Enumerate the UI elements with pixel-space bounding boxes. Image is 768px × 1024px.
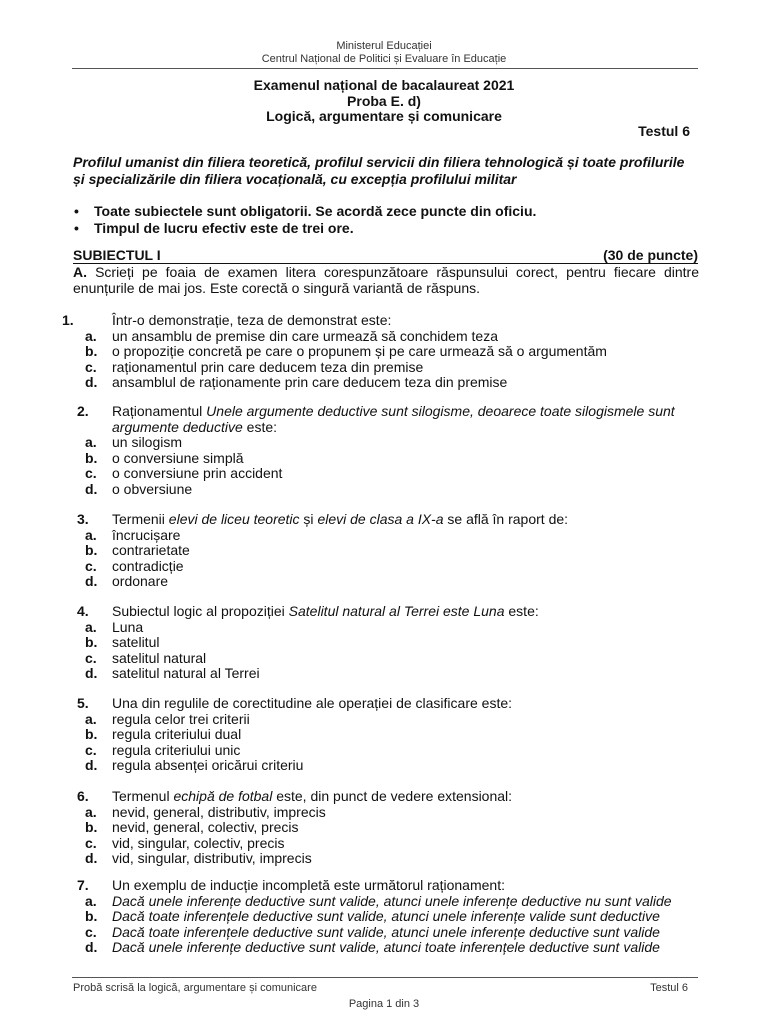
option-text: contrarietate — [112, 542, 190, 558]
option-text: vid, singular, colectiv, precis — [112, 834, 285, 851]
option-text: satelitul natural — [112, 649, 207, 666]
question-stem — [56, 878, 706, 894]
option-letter: c. — [85, 557, 97, 574]
option-letter: c. — [85, 465, 97, 481]
question-stem — [56, 404, 706, 435]
question-7 — [56, 878, 706, 956]
option-text: un silogism — [112, 434, 183, 450]
question-number: 3. — [77, 511, 89, 527]
question-6 — [56, 789, 706, 867]
answer-option — [56, 375, 706, 391]
answer-option — [56, 940, 706, 956]
question-number: 5. — [77, 695, 89, 711]
option-letter: c. — [85, 649, 97, 666]
option-text: ordonare — [112, 573, 169, 589]
option-letter: b. — [85, 449, 98, 466]
footer-test-number: Testul 6 — [650, 982, 688, 994]
answer-option — [56, 909, 706, 925]
option-text: regula criteriului dual — [112, 726, 242, 742]
option-letter: d. — [85, 757, 98, 773]
question-number: 6. — [77, 788, 89, 804]
answer-option — [56, 543, 706, 559]
option-text: contradicție — [112, 557, 184, 574]
section-label: SUBIECTUL I — [73, 247, 161, 263]
option-letter: d. — [85, 480, 98, 497]
option-letter: a. — [85, 618, 97, 635]
italic-term: Satelitul natural al Terrei este Luna — [288, 603, 505, 619]
question-number: 2. — [77, 403, 89, 419]
italic-term: Unele argumente deductive sunt silogisme, deoarece toate silogismele sunt argumente deductive — [112, 403, 675, 435]
option-text: regula celor trei criterii — [112, 710, 250, 727]
section-instruction — [73, 264, 699, 296]
question-1 — [56, 313, 706, 391]
italic-term: elevi de clasa a IX-a — [317, 511, 444, 527]
option-letter: a. — [85, 710, 97, 727]
answer-option — [56, 666, 706, 682]
option-letter: d. — [85, 374, 98, 390]
question-text — [112, 404, 706, 435]
answer-option — [56, 635, 706, 651]
center-header: Centrul Național de Politici și Evaluare în Educație — [261, 53, 507, 65]
answer-option — [56, 528, 706, 544]
question-text — [112, 604, 706, 620]
instruction-text: Toate subiectele sunt obligatorii. Se acordă zece puncte din oficiu. — [94, 203, 537, 219]
option-text: o conversiune simplă — [112, 449, 244, 466]
option-letter: c. — [85, 741, 97, 758]
option-letter: d. — [85, 850, 98, 866]
option-text: nevid, general, colectiv, precis — [112, 819, 299, 835]
option-letter: a. — [85, 803, 97, 820]
text-segment: Termenii — [112, 511, 169, 527]
question-2 — [56, 404, 706, 497]
question-4 — [56, 604, 706, 682]
option-text: nevid, general, distributiv, imprecis — [112, 803, 326, 820]
answer-option — [56, 851, 706, 867]
answer-option — [56, 743, 706, 759]
question-number: 7. — [77, 877, 89, 893]
question-text — [112, 512, 706, 528]
answer-option — [56, 559, 706, 575]
answer-option — [56, 360, 706, 376]
option-letter: c. — [85, 358, 97, 375]
answer-option — [56, 651, 706, 667]
option-letter: c. — [85, 834, 97, 851]
option-text: o obversiune — [112, 480, 193, 497]
option-letter: c. — [85, 923, 97, 940]
option-text: satelitul — [112, 634, 160, 650]
answer-option — [56, 836, 706, 852]
italic-term: elevi de liceu teoretic — [168, 511, 300, 527]
option-text: o conversiune prin accident — [112, 465, 283, 481]
option-text: Dacă toate inferențele deductive sunt valide, atunci unele inferențe valide sunt deductive — [112, 908, 660, 924]
answer-option — [56, 344, 706, 360]
option-letter: b. — [85, 634, 98, 650]
text-segment: este: — [504, 603, 539, 619]
instruction-body: Scrieți pe foaia de examen litera corespunzătoare răspunsului corect, pentru fiecare dintre enunțurile de mai jos. Este corectă o singură variantă de răspuns. — [73, 264, 699, 296]
question-stem — [56, 313, 706, 329]
answer-option — [56, 805, 706, 821]
footer-divider — [72, 977, 698, 978]
ministry-header: Ministerul Educației — [336, 40, 432, 52]
text-segment: Raționamentul — [112, 403, 207, 419]
text-segment: este, din punct de vedere extensional: — [272, 788, 513, 804]
option-letter: d. — [85, 573, 98, 589]
option-letter: b. — [85, 542, 98, 558]
test-number: Testul 6 — [638, 123, 690, 139]
option-text: Dacă unele inferențe deductive sunt valide, atunci toate inferențele deductive sunt valide — [112, 939, 660, 955]
option-text: satelitul natural al Terrei — [112, 665, 260, 681]
option-text: un ansamblu de premise din care urmează să conchidem teza — [112, 327, 498, 344]
text-segment: Într-o demonstrație, teza de demonstrat este: — [112, 312, 392, 328]
answer-option — [56, 435, 706, 451]
answer-option — [56, 894, 706, 910]
section-points: (30 de puncte) — [603, 247, 698, 263]
question-5 — [56, 696, 706, 774]
profile-statement: Profilul umanist din filiera teoretică, profilul servicii din filiera tehnologică și toate profilurile și specializările din filiera vocațională, cu excepția profilului militar — [73, 154, 685, 187]
option-text: raționamentul prin care deducem teza din premise — [112, 358, 424, 375]
question-text — [112, 313, 706, 329]
option-letter: a. — [85, 434, 97, 450]
question-number: 4. — [77, 603, 89, 619]
text-segment: Subiectul logic al propoziției — [112, 603, 289, 619]
question-number: 1. — [62, 312, 74, 328]
question-stem — [56, 696, 706, 712]
answer-option — [56, 466, 706, 482]
question-stem — [56, 789, 706, 805]
answer-option — [56, 925, 706, 941]
option-text: ansamblul de raționamente prin care deducem teza din premise — [112, 374, 508, 390]
footer-page-number: Pagina 1 din 3 — [348, 998, 420, 1010]
option-letter: d. — [85, 939, 98, 955]
option-text: Luna — [112, 618, 144, 635]
instructions-list — [74, 203, 700, 237]
text-segment: este: — [242, 418, 278, 435]
question-text — [112, 789, 706, 805]
option-letter: a. — [85, 327, 97, 344]
option-text: o propoziție concretă pe care o propunem și pe care urmează să o argumentăm — [112, 343, 607, 359]
text-segment: și — [299, 511, 318, 527]
text-segment: Un exemplu de inducție incompletă este următorul raționament: — [112, 877, 505, 893]
exam-title: Examenul național de bacalaureat 2021 — [253, 77, 515, 93]
exam-proba: Proba E. d) — [347, 93, 421, 109]
exam-subject: Logică, argumentare și comunicare — [266, 108, 502, 124]
question-3 — [56, 512, 706, 590]
bullet-icon: • — [74, 220, 79, 236]
answer-option — [56, 820, 706, 836]
option-text: vid, singular, distributiv, imprecis — [112, 850, 312, 866]
text-segment: Termenul — [112, 788, 174, 804]
option-letter: b. — [85, 343, 98, 359]
question-stem — [56, 604, 706, 620]
list-item — [74, 220, 700, 237]
list-item — [74, 203, 700, 220]
section-header — [73, 248, 698, 264]
option-letter: b. — [85, 908, 98, 924]
answer-option — [56, 758, 706, 774]
header-divider — [72, 68, 698, 69]
question-text — [112, 878, 706, 894]
answer-option — [56, 329, 706, 345]
footer-exam-name: Probă scrisă la logică, argumentare și comunicare — [73, 982, 317, 994]
option-letter: b. — [85, 819, 98, 835]
text-segment: se află în raport de: — [443, 511, 569, 527]
question-stem — [56, 512, 706, 528]
italic-term: echipă de fotbal — [173, 788, 273, 804]
option-letter: d. — [85, 665, 98, 681]
text-segment: Una din regulile de corectitudine ale operației de clasificare este: — [112, 695, 513, 711]
instruction-letter: A. — [73, 264, 87, 280]
answer-option — [56, 712, 706, 728]
option-letter: a. — [85, 526, 97, 543]
bullet-icon: • — [74, 203, 79, 219]
instruction-text: Timpul de lucru efectiv este de trei ore. — [94, 220, 354, 236]
option-text: regula criteriului unic — [112, 741, 241, 758]
answer-option — [56, 727, 706, 743]
option-text: Dacă unele inferențe deductive sunt valide, atunci unele inferențe deductive nu sunt valide — [112, 892, 672, 909]
option-text: încrucișare — [112, 526, 181, 543]
question-text — [112, 696, 706, 712]
option-letter: a. — [85, 892, 97, 909]
answer-option — [56, 482, 706, 498]
answer-option — [56, 574, 706, 590]
option-text: regula absenței oricărui criteriu — [112, 757, 304, 773]
option-letter: b. — [85, 726, 98, 742]
answer-option — [56, 620, 706, 636]
answer-option — [56, 451, 706, 467]
option-text: Dacă toate inferențele deductive sunt valide, atunci unele inferențe deductive sunt valide — [112, 923, 660, 940]
